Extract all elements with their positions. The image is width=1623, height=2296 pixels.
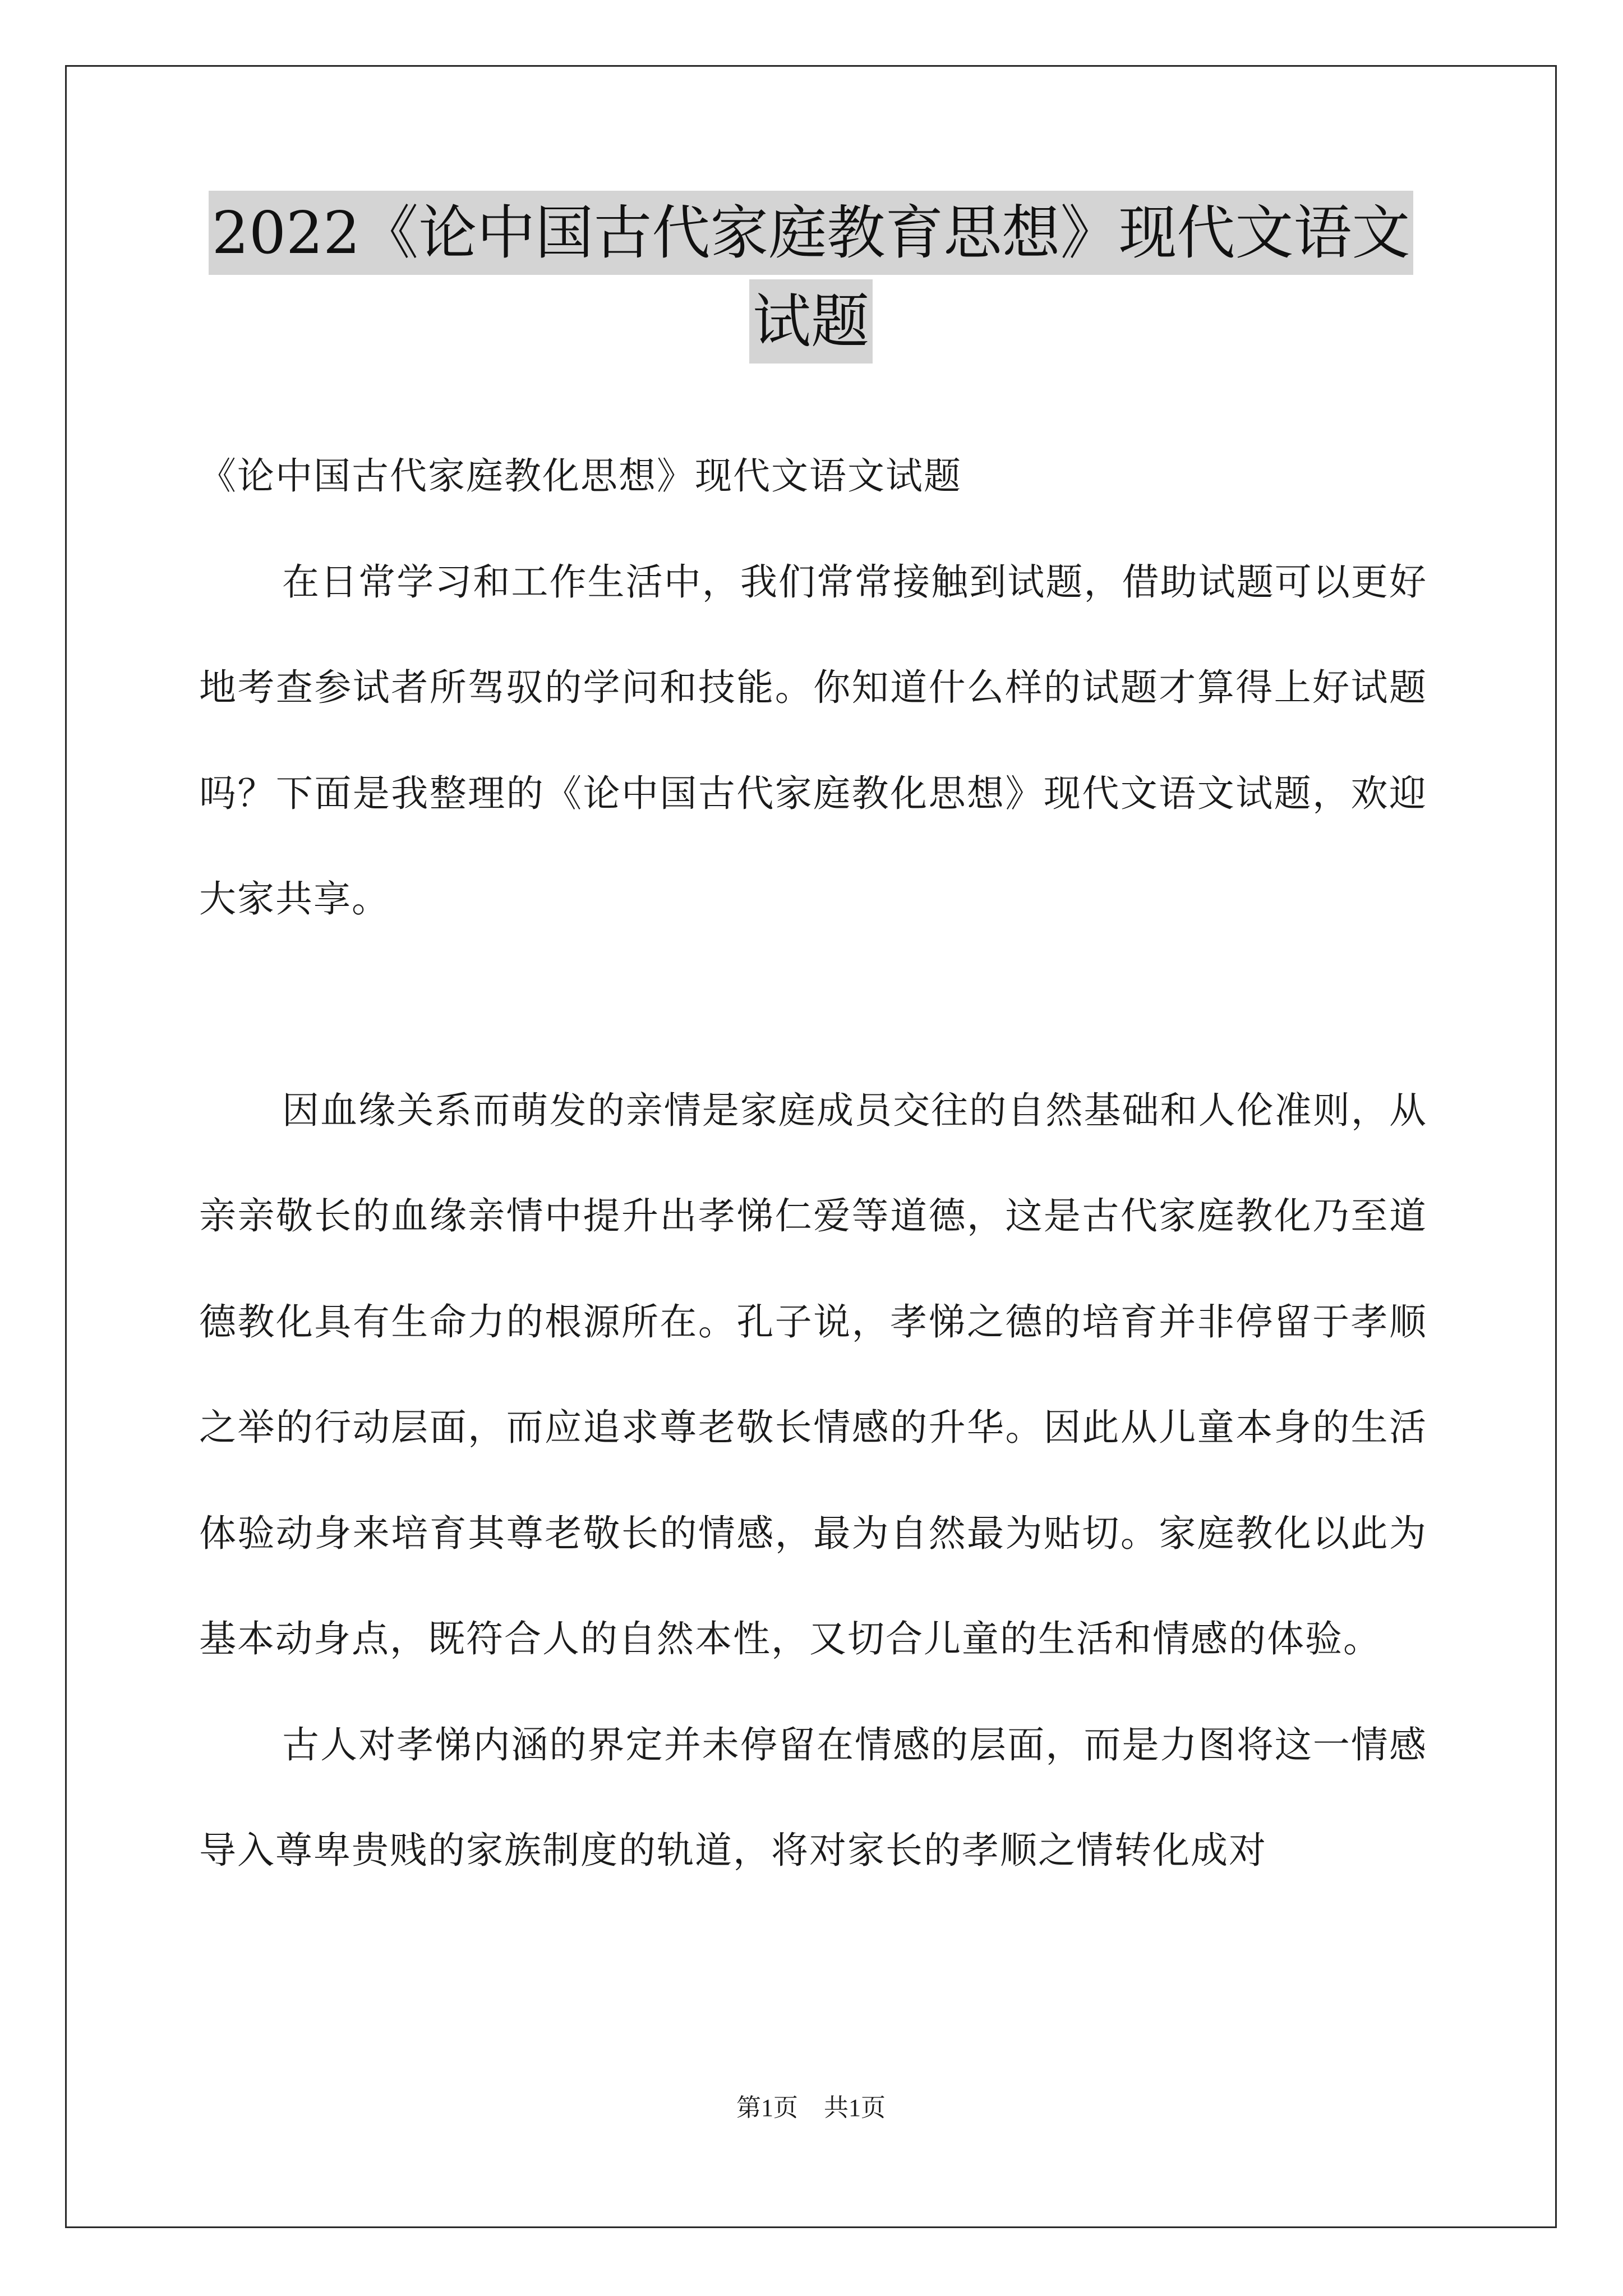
document-subtitle: 《论中国古代家庭教化思想》现代文语文试题 [199, 454, 962, 498]
page-number-current: 第1页 [736, 2094, 798, 2122]
page-footer [65, 2091, 1557, 2125]
document-title [65, 191, 1557, 368]
paragraph-spacer [199, 953, 1427, 1058]
page-number-total: 共1页 [824, 2094, 886, 2122]
body-paragraph-2: 古人对孝悌内涵的界定并未停留在情感的层面，而是力图将这一情感导入尊卑贵贱的家族制度的轨道，将对家长的孝顺之情转化成对 [199, 1723, 1427, 1872]
document-body [199, 424, 1427, 1904]
title-line-1: 2022《论中国古代家庭教育思想》现代文语文 [209, 191, 1414, 275]
intro-paragraph: 在日常学习和工作生活中，我们常常接触到试题，借助试题可以更好地考查参试者所驾驭的学问和技能。你知道什么样的试题才算得上好试题吗？下面是我整理的《论中国古代家庭教化思想》现代文语文试题，欢迎大家共享。 [199, 560, 1427, 921]
title-line-2: 试题 [749, 279, 873, 364]
body-paragraph-1: 因血缘关系而萌发的亲情是家庭成员交往的自然基础和人伦准则，从亲亲敬长的血缘亲情中提升出孝悌仁爱等道德，这是古代家庭教化乃至道德教化具有生命力的根源所在。孔子说，孝悌之德的培育并非停留于孝顺之举的行动层面，而应追求尊老敬长情感的升华。因此从儿童本身的生活体验动身来培育其尊老敬长的情感，最为自然最为贴切。家庭教化以此为基本动身点，既符合人的自然本性，又切合儿童的生活和情感的体验。 [199, 1088, 1427, 1660]
